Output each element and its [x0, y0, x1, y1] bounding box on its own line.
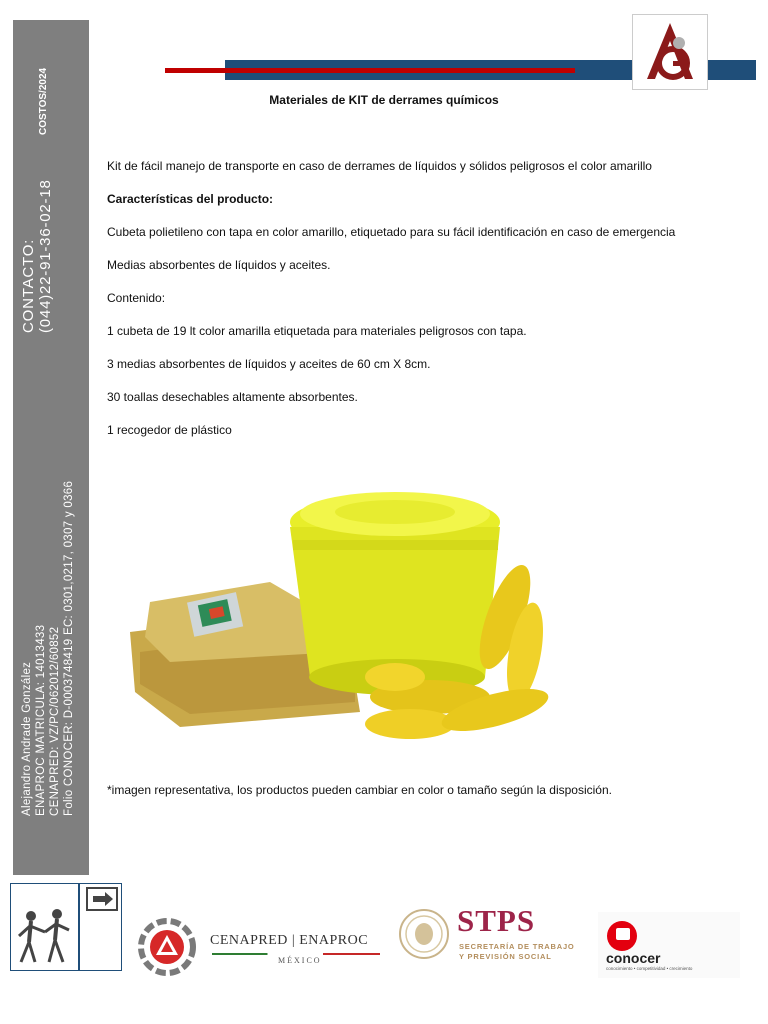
conocer-tagline: conocimiento • competitividad • crecimiento — [606, 966, 693, 971]
contents-heading: Contenido: — [107, 291, 166, 305]
credential-cenapred: CENAPRED: VZ/PC/062012/60852 — [49, 626, 61, 816]
content-item: 30 toallas desechables altamente absorbentes. — [107, 390, 358, 404]
flag-colors-line — [212, 953, 380, 955]
cenapred-enaproc-label: CENAPRED | ENAPROC — [210, 933, 369, 948]
mexico-label: MÉXICO — [278, 956, 322, 965]
features-heading: Características del producto: — [107, 192, 274, 206]
exit-figures-icon — [11, 884, 121, 970]
content-item: 3 medias absorbentes de líquidos y aceites de 60 cm X 8cm. — [107, 357, 431, 371]
page-title: Materiales de KIT de derrames químicos — [269, 93, 499, 107]
intro-paragraph: Kit de fácil manejo de transporte en caso de derrames de líquidos y sólidos peligrosos el color amarillo — [107, 159, 652, 173]
cenapred-emblem-icon — [138, 918, 196, 976]
mexico-seal-icon — [398, 908, 450, 960]
evacuation-sign — [10, 883, 122, 971]
credential-enaproc: ENAPROC MATRICULA: 14013433 — [35, 624, 47, 816]
feature-socks: Medias absorbentes de líquidos y aceites. — [107, 258, 331, 272]
image-disclaimer: *imagen representativa, los productos pueden cambiar en color o tamaño según la disposición. — [107, 783, 612, 797]
feature-bucket: Cubeta polietileno con tapa en color amarillo, etiquetado para su fácil identificación en caso de emergencia — [107, 225, 676, 239]
spill-kit-illustration — [110, 452, 570, 762]
conocer-label: conocer — [606, 950, 661, 966]
credential-conocer: Folio CONOCER: D-0003748419 EC: 0301,0217, 0307 y 0366 — [63, 480, 75, 816]
body-text — [107, 158, 737, 455]
stps-subtitle — [459, 942, 575, 962]
credentials-block — [20, 481, 76, 816]
stps-label: STPS — [457, 903, 536, 938]
stps-subtitle-line2: Y PREVISIÓN SOCIAL — [459, 952, 552, 961]
conocer-logo-icon — [606, 920, 642, 952]
company-logo — [632, 14, 708, 90]
stps-subtitle-line1: SECRETARÍA DE TRABAJO — [459, 942, 575, 951]
product-photo — [110, 452, 570, 762]
ag-logo-icon — [633, 15, 707, 89]
credential-name: Alejandro Andrade González — [21, 661, 33, 816]
content-item: 1 recogedor de plástico — [107, 423, 232, 437]
year-label: COSTOS/2024 — [38, 67, 49, 135]
contact-block — [20, 179, 54, 333]
contact-label: CONTACTO: — [20, 238, 37, 333]
content-item: 1 cubeta de 19 lt color amarilla etiquetada para materiales peligrosos con tapa. — [107, 324, 527, 338]
contact-phone: (044)22-91-36-02-18 — [37, 179, 54, 333]
header-red-bar — [165, 68, 575, 73]
